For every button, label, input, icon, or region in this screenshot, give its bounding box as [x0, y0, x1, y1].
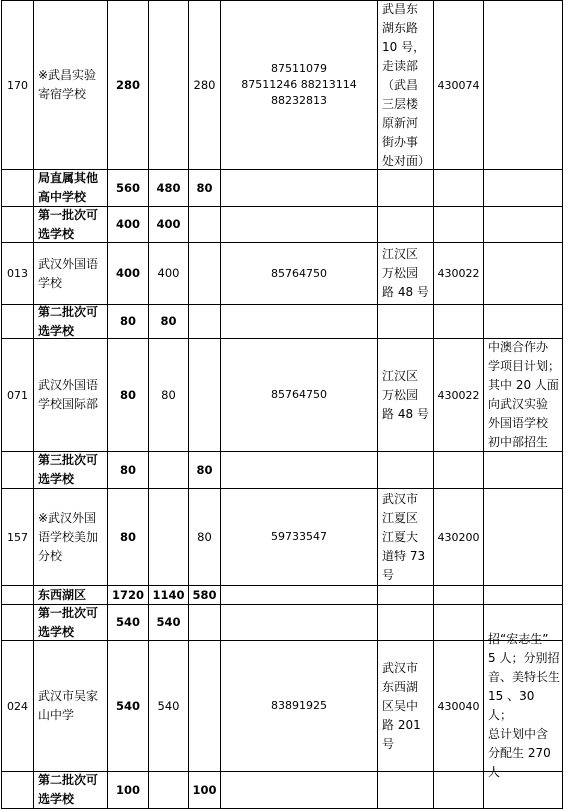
phone-cell — [221, 452, 377, 488]
plan-b-cell — [189, 489, 220, 585]
school-name-text: 第三批次可 选学校 — [38, 453, 99, 486]
plan-total-text: 100 — [115, 782, 140, 797]
phone-text: 85764750 — [271, 266, 327, 280]
postcode-cell — [434, 772, 483, 808]
postcode-cell — [434, 305, 483, 338]
school-name-text: 东西湖区 — [38, 587, 87, 602]
address-text: 武昌东 湖东路 10 号， 走读部 （武昌 三层楼 原新河 街办事 处对面） — [382, 1, 431, 168]
plan-total-text: 1720 — [111, 587, 144, 602]
phone-cell — [221, 605, 377, 640]
address-cell — [378, 339, 433, 451]
plan-a-cell — [149, 641, 188, 771]
school-name-cell — [34, 641, 107, 771]
plan-total-cell — [108, 1, 148, 169]
remark-text: 招“宏志生” 5 人；分别招 音、美特长生 15 、30 人； 总计划中含 分配生 270 人 — [488, 632, 561, 779]
plan-total-cell — [108, 170, 148, 206]
plan-a-cell — [149, 586, 188, 604]
phone-cell — [221, 305, 377, 338]
address-text: 江汉区 万松园 路 48 号 — [382, 368, 429, 421]
address-cell — [378, 641, 433, 771]
plan-total-text: 400 — [115, 217, 140, 231]
plan-total-cell — [108, 207, 148, 242]
plan-total-cell — [108, 452, 148, 488]
plan-b-cell — [189, 452, 220, 488]
address-text: 武汉市 东西湖 区吴中 路 201 号 — [382, 660, 421, 751]
plan-a-text: 540 — [156, 615, 181, 629]
plan-b-cell — [189, 641, 220, 771]
plan-total-text: 400 — [115, 266, 140, 280]
plan-b-cell — [189, 586, 220, 604]
plan-b-cell — [189, 207, 220, 242]
plan-b-text: 80 — [197, 529, 212, 544]
address-cell — [378, 207, 433, 242]
phone-cell — [221, 586, 377, 604]
postcode-text: 430200 — [437, 530, 480, 544]
phone-text: 83891925 — [271, 699, 327, 712]
remark-cell — [484, 1, 562, 169]
school-name-text: 第一批次可 选学校 — [38, 207, 99, 241]
postcode-text: 430074 — [437, 78, 480, 92]
remark-cell — [484, 339, 562, 451]
school-name-cell — [34, 586, 107, 604]
address-cell — [378, 243, 433, 304]
remark-cell — [484, 170, 562, 206]
school-name-text: 第二批次可 选学校 — [38, 304, 99, 338]
school-code-cell — [2, 207, 33, 242]
remark-cell — [484, 452, 562, 488]
plan-a-cell — [149, 339, 188, 451]
remark-cell — [484, 586, 562, 604]
school-name-text: ※武汉外国 语学校美加 分校 — [38, 510, 99, 563]
plan-b-text: 100 — [192, 782, 217, 797]
postcode-cell — [434, 641, 483, 771]
school-name-cell — [34, 489, 107, 585]
postcode-text: 430022 — [437, 267, 480, 280]
school-name-text: 第一批次可 选学校 — [38, 605, 99, 639]
school-code-cell — [2, 339, 33, 451]
plan-total-text: 540 — [115, 615, 140, 629]
remark-text: 中澳合作办 学项目计划； 其中 20 人面 向武汉实验 外国语学校 初中部招生 — [488, 340, 561, 449]
plan-a-text: 400 — [156, 217, 181, 231]
school-code-cell — [2, 641, 33, 771]
address-text: 武汉市 江夏区 江夏大 道特 73 号 — [382, 491, 426, 582]
school-name-text: 局直属其他 高中学校 — [38, 171, 99, 204]
address-cell — [378, 586, 433, 604]
address-cell — [378, 170, 433, 206]
phone-cell — [221, 1, 377, 169]
plan-total-text: 80 — [119, 387, 136, 402]
school-code-cell — [2, 305, 33, 338]
remark-cell — [484, 207, 562, 242]
phone-text: 85764750 — [271, 388, 327, 401]
school-code-cell — [2, 586, 33, 604]
phone-cell — [221, 489, 377, 585]
plan-a-text: 400 — [157, 266, 180, 280]
postcode-cell — [434, 170, 483, 206]
school-code-cell — [2, 772, 33, 808]
phone-cell — [221, 772, 377, 808]
plan-a-text: 1140 — [152, 587, 185, 602]
plan-b-text: 280 — [193, 77, 216, 92]
phone-cell — [221, 339, 377, 451]
school-code-cell — [2, 452, 33, 488]
phone-text: 87511079 87511246 88213114 88232813 — [241, 62, 357, 107]
school-name-cell — [34, 170, 107, 206]
school-code-text: 024 — [7, 699, 28, 713]
school-name-text: ※武昌实验 寄宿学校 — [38, 68, 97, 101]
school-name-cell — [34, 452, 107, 488]
phone-cell — [221, 207, 377, 242]
school-code-text: 013 — [7, 267, 28, 280]
plan-a-cell — [149, 170, 188, 206]
address-cell — [378, 489, 433, 585]
school-code-text: 170 — [7, 78, 28, 92]
plan-b-text: 580 — [192, 587, 217, 602]
school-name-cell — [34, 772, 107, 808]
postcode-text: 430040 — [437, 699, 480, 713]
school-name-cell — [34, 305, 107, 338]
school-name-text: 武汉外国语 学校国际部 — [38, 378, 99, 411]
address-cell — [378, 1, 433, 169]
postcode-cell — [434, 339, 483, 451]
plan-total-text: 80 — [119, 462, 136, 477]
grid-line-vertical — [562, 0, 563, 809]
plan-b-cell — [189, 305, 220, 338]
phone-cell — [221, 641, 377, 771]
plan-b-text: 80 — [196, 462, 213, 477]
remark-cell — [484, 489, 562, 585]
plan-total-text: 560 — [115, 180, 140, 195]
plan-total-cell — [108, 305, 148, 338]
plan-total-cell — [108, 641, 148, 771]
postcode-cell — [434, 1, 483, 169]
plan-total-cell — [108, 586, 148, 604]
plan-total-text: 80 — [119, 529, 136, 544]
school-code-text: 157 — [7, 530, 28, 544]
plan-total-cell — [108, 339, 148, 451]
plan-a-text: 540 — [157, 698, 180, 713]
plan-b-cell — [189, 772, 220, 808]
address-cell — [378, 605, 433, 640]
school-name-text: 武汉市吴家 山中学 — [38, 689, 99, 722]
plan-a-cell — [149, 605, 188, 640]
school-code-cell — [2, 605, 33, 640]
plan-b-cell — [189, 339, 220, 451]
school-code-cell — [2, 170, 33, 206]
postcode-cell — [434, 452, 483, 488]
postcode-cell — [434, 207, 483, 242]
plan-a-cell — [149, 243, 188, 304]
plan-a-cell — [149, 1, 188, 169]
plan-b-cell — [189, 1, 220, 169]
postcode-cell — [434, 586, 483, 604]
plan-b-cell — [189, 605, 220, 640]
school-name-text: 武汉外国语 学校 — [38, 256, 99, 290]
school-name-cell — [34, 243, 107, 304]
postcode-cell — [434, 489, 483, 585]
plan-b-text: 80 — [196, 180, 213, 195]
remark-cell — [484, 772, 562, 808]
plan-b-cell — [189, 170, 220, 206]
school-name-cell — [34, 339, 107, 451]
plan-total-text: 540 — [115, 698, 140, 713]
address-cell — [378, 305, 433, 338]
plan-total-text: 80 — [119, 314, 136, 328]
plan-a-text: 480 — [156, 180, 181, 195]
phone-cell — [221, 243, 377, 304]
school-code-cell — [2, 1, 33, 169]
phone-cell — [221, 170, 377, 206]
address-cell — [378, 772, 433, 808]
phone-text: 59733547 — [271, 530, 327, 543]
school-name-cell — [34, 1, 107, 169]
remark-cell — [484, 305, 562, 338]
plan-a-cell — [149, 772, 188, 808]
plan-a-cell — [149, 489, 188, 585]
school-code-text: 071 — [7, 388, 28, 402]
plan-b-cell — [189, 243, 220, 304]
school-name-text: 第二批次可 选学校 — [38, 773, 99, 806]
plan-total-cell — [108, 243, 148, 304]
school-name-cell — [34, 207, 107, 242]
postcode-cell — [434, 243, 483, 304]
remark-cell — [484, 243, 562, 304]
school-code-cell — [2, 243, 33, 304]
plan-a-cell — [149, 207, 188, 242]
remark-cell — [484, 632, 562, 779]
postcode-cell — [434, 605, 483, 640]
plan-a-text: 80 — [160, 314, 177, 328]
plan-total-cell — [108, 489, 148, 585]
address-text: 江汉区 万松园 路 48 号 — [382, 247, 429, 299]
plan-a-cell — [149, 305, 188, 338]
plan-total-cell — [108, 772, 148, 808]
plan-total-cell — [108, 605, 148, 640]
plan-total-text: 280 — [115, 77, 140, 92]
school-code-cell — [2, 489, 33, 585]
postcode-text: 430022 — [437, 388, 480, 402]
school-name-cell — [34, 605, 107, 640]
address-cell — [378, 452, 433, 488]
plan-a-text: 80 — [161, 387, 176, 402]
plan-a-cell — [149, 452, 188, 488]
